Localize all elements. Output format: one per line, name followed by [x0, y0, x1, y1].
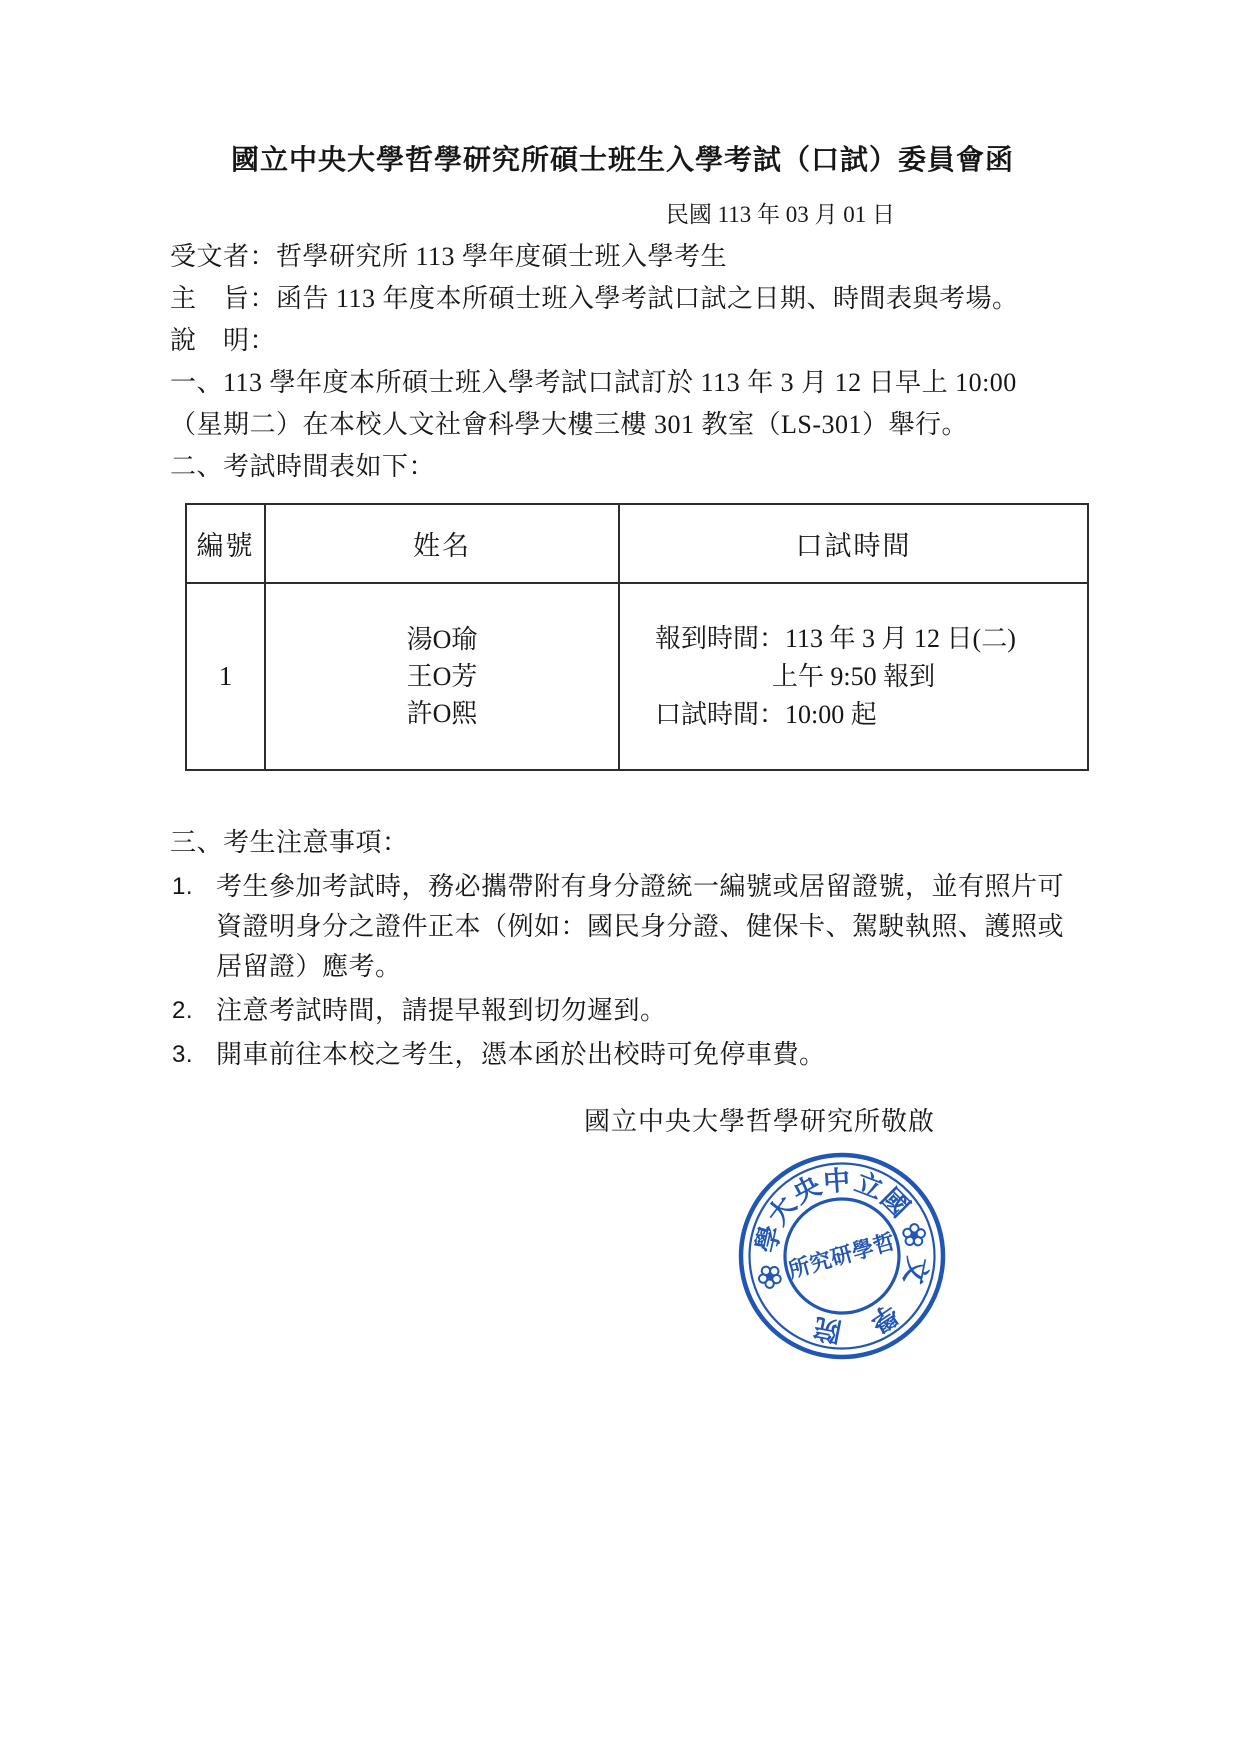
- note-2-number: 2.: [172, 997, 194, 1024]
- note-2: [170, 991, 1075, 1031]
- column-header-number: 編號: [186, 504, 265, 583]
- plum-blossom-icon: [756, 1263, 782, 1290]
- note-3: [170, 1035, 1075, 1075]
- note-3-text: 開車前往本校之考生，憑本函於出校時可免停車費。: [216, 1040, 826, 1069]
- date-line: 民國 113 年 03 月 01 日: [665, 202, 895, 227]
- seal-inner-text: 所究研學哲: [785, 1229, 899, 1283]
- seal-char: 國: [874, 1182, 916, 1224]
- exam-schedule-table: [185, 503, 1089, 771]
- item-2: 二、考試時間表如下：: [170, 452, 436, 481]
- seal-char: 立: [850, 1167, 887, 1205]
- seal-char: 中: [822, 1165, 852, 1198]
- column-header-oral-time: 口試時間: [619, 504, 1088, 583]
- table-row: [186, 583, 1088, 770]
- letter-body: [170, 138, 1075, 1138]
- note-3-number: 3.: [172, 1041, 194, 1068]
- plum-blossom-icon: [902, 1222, 928, 1249]
- cell-group-number: 1: [186, 583, 265, 770]
- explanation-label: 說 明：: [170, 326, 277, 355]
- oral-time-line: 口試時間：10:00 起: [655, 699, 877, 729]
- note-1: [170, 867, 1075, 987]
- seal-char: 央: [787, 1170, 826, 1210]
- seal-char: 學: [751, 1222, 787, 1256]
- column-header-name: 姓名: [265, 504, 619, 583]
- official-seal-stamp: [734, 1148, 950, 1364]
- checkin-time-line-2: 上午 9:50 報到: [771, 661, 936, 691]
- cell-candidate-names: [265, 583, 619, 770]
- candidate-name: 許O熙: [406, 699, 478, 728]
- seal-char: 院: [811, 1312, 844, 1347]
- note-1-text: 考生參加考試時，務必攜帶附有身分證統一編號或居留證號，並有照片可資證明身分之證件正本（例如：國民身分證、健保卡、駕駛執照、護照或居留證）應考。: [216, 872, 1065, 981]
- candidate-name: 王O芳: [406, 662, 478, 691]
- note-2-text: 注意考試時間，請提早報到切勿遲到。: [216, 996, 667, 1025]
- item-1-line-2: （星期二）在本校人文社會科學大樓三樓 301 教室（LS-301）舉行。: [170, 410, 969, 439]
- recipient-line: 受文者：哲學研究所 113 學年度碩士班入學考生: [170, 242, 728, 271]
- cell-oral-time: [619, 583, 1088, 770]
- item-1-line-1: 一、113 學年度本所碩士班入學考試口試訂於 113 年 3 月 12 日早上 10:00: [170, 368, 1017, 397]
- seal-char: 文: [898, 1254, 933, 1287]
- candidate-name: 湯O瑜: [406, 625, 478, 654]
- subject-line: 主 旨：函告 113 年度本所碩士班入學考試口試之日期、時間表與考場。: [170, 284, 1019, 313]
- checkin-time-line: 報到時間：113 年 3 月 12 日(二): [655, 623, 1016, 653]
- closing-line: 國立中央大學哲學研究所敬啟: [583, 1107, 935, 1136]
- note-1-number: 1.: [172, 873, 194, 900]
- table-header-row: [186, 504, 1088, 583]
- seal-char: 學: [864, 1298, 904, 1339]
- item-3: 三、考生注意事項：: [170, 828, 409, 857]
- page-title: 國立中央大學哲學研究所碩士班生入學考試（口試）委員會函: [230, 145, 1014, 176]
- seal-char: 大: [761, 1191, 803, 1231]
